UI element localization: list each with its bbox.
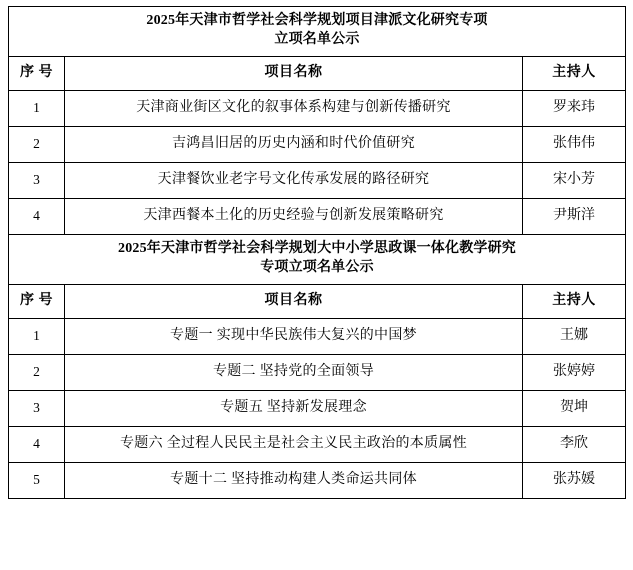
row-no: 3	[9, 390, 65, 426]
row-host: 李欣	[523, 426, 626, 462]
row-no: 4	[9, 198, 65, 234]
table-row	[9, 462, 626, 498]
table-row	[9, 126, 626, 162]
row-no: 3	[9, 162, 65, 198]
row-host: 宋小芳	[523, 162, 626, 198]
section-title-row	[9, 7, 626, 57]
header-no-2: 序 号	[9, 284, 65, 318]
table-header-row	[9, 284, 626, 318]
row-no: 1	[9, 90, 65, 126]
row-host: 张伟伟	[523, 126, 626, 162]
table-row	[9, 90, 626, 126]
row-name: 天津餐饮业老字号文化传承发展的路径研究	[65, 162, 523, 198]
table-row	[9, 354, 626, 390]
row-name: 天津西餐本土化的历史经验与创新发展策略研究	[65, 198, 523, 234]
row-name: 专题五 坚持新发展理念	[65, 390, 523, 426]
table-header-row	[9, 56, 626, 90]
row-no: 1	[9, 318, 65, 354]
header-name-1: 项目名称	[65, 56, 523, 90]
header-host-2: 主持人	[523, 284, 626, 318]
section-title-1-line-1: 2025年天津市哲学社会科学规划项目津派文化研究专项	[146, 13, 488, 28]
row-name: 专题一 实现中华民族伟大复兴的中国梦	[65, 318, 523, 354]
section-title-1-line-2: 立项名单公示	[274, 31, 360, 47]
section-title-2-line-2: 专项立项名单公示	[260, 259, 374, 275]
row-host: 贺坤	[523, 390, 626, 426]
section-title-2-line-1: 2025年天津市哲学社会科学规划大中小学思政课一体化教学研究	[118, 240, 516, 256]
row-host: 张苏媛	[523, 462, 626, 498]
row-host: 张婷婷	[523, 354, 626, 390]
row-name: 专题二 坚持党的全面领导	[65, 354, 523, 390]
header-no-1: 序 号	[9, 56, 65, 90]
row-no: 4	[9, 426, 65, 462]
section-title-row	[9, 234, 626, 284]
row-host: 尹斯洋	[523, 198, 626, 234]
section-title-1	[9, 7, 626, 57]
row-name: 专题十二 坚持推动构建人类命运共同体	[65, 462, 523, 498]
row-no: 2	[9, 126, 65, 162]
row-no: 5	[9, 462, 65, 498]
table-row	[9, 390, 626, 426]
row-host: 罗来玮	[523, 90, 626, 126]
project-list-table	[8, 6, 626, 499]
table-row	[9, 426, 626, 462]
header-host-1: 主持人	[523, 56, 626, 90]
row-host: 王娜	[523, 318, 626, 354]
table-row	[9, 162, 626, 198]
table-row	[9, 198, 626, 234]
section-title-2	[9, 234, 626, 284]
row-name: 吉鸿昌旧居的历史内涵和时代价值研究	[65, 126, 523, 162]
table-row	[9, 318, 626, 354]
row-name: 天津商业街区文化的叙事体系构建与创新传播研究	[65, 90, 523, 126]
row-no: 2	[9, 354, 65, 390]
row-name: 专题六 全过程人民民主是社会主义民主政治的本质属性	[65, 426, 523, 462]
header-name-2: 项目名称	[65, 284, 523, 318]
